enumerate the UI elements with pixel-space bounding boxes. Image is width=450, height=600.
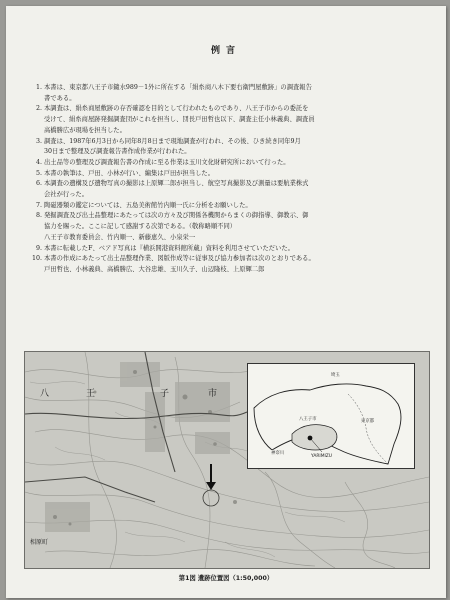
note-text: 戸田哲也、小林義典、高橋勝広、大谷忠雄、玉川久子、山辺隆枝、上原輝二郎 <box>44 265 265 273</box>
map-label-town: 相原町 <box>30 539 49 546</box>
note-text: 本書は、東京都八王子市鑓水989－1外に所在する「絹糸商八木下要右衛門屋敷跡」の調査報告 <box>44 84 312 91</box>
note-number <box>30 94 44 105</box>
inset-label-kanagawa: 神奈川 <box>271 451 285 456</box>
note-number <box>30 115 44 126</box>
page-heading: 例言 <box>210 46 241 56</box>
figure-caption: 第1図 遺跡位置図（1:50,000） <box>178 575 274 582</box>
inset-label-site: YARIMIZU <box>311 454 332 459</box>
note-text: 協力を賜った。ここに記して感謝する次第である。（敬称略順不同） <box>44 223 237 231</box>
note-number: 10. <box>31 255 42 263</box>
note-text: 調査は、1987年6月3日から同年8月8日まで現地調査が行われ、その後、ひき続き同年9月 <box>44 137 301 145</box>
note-number <box>30 190 44 201</box>
note-line <box>30 83 425 94</box>
inset-label-tokyo: 東京都 <box>361 419 375 424</box>
map-label-hachi: 八 <box>40 389 50 399</box>
map-label-ko: 子 <box>160 389 170 399</box>
map-label-ou: 王 <box>86 389 96 399</box>
note-number <box>30 126 44 137</box>
inset-label-saitama: 埼玉 <box>331 373 340 378</box>
note-line <box>30 126 425 137</box>
inset-label-hachioji: 八王子市 <box>299 417 317 422</box>
note-line <box>30 201 425 212</box>
note-number: 8. <box>35 212 42 220</box>
note-line <box>30 254 425 265</box>
note-line <box>30 211 425 222</box>
note-line <box>30 115 425 126</box>
notes-list <box>30 83 425 276</box>
note-text: 書である。 <box>44 94 76 102</box>
note-line <box>30 222 425 233</box>
note-number <box>30 233 44 244</box>
note-text: 高橋勝広が現場を担当した。 <box>44 126 126 134</box>
note-number <box>30 147 44 158</box>
note-number: 4. <box>35 158 42 166</box>
note-line <box>30 233 425 244</box>
document-page <box>6 6 446 598</box>
note-number <box>30 222 44 233</box>
note-number: 3. <box>35 137 42 145</box>
note-text: 受けて、絹糸商屋跡発掘調査団がこれを担当し、団長戸田哲也以下、調査主任小林義典、調査員 <box>44 116 315 124</box>
note-line <box>30 179 425 190</box>
note-text: 八王子市教育委員会、竹内順一、新藤恵久、小泉栄一 <box>44 233 196 241</box>
note-number: 5. <box>35 169 42 177</box>
note-line <box>30 190 425 201</box>
note-text: 本調査の遺構及び遺物写真の撮影は上原輝二郎が担当し、航空写真撮影及び測量は要航業株式 <box>44 180 309 188</box>
note-line <box>30 169 425 180</box>
note-line <box>30 104 425 115</box>
note-number: 1. <box>35 84 42 91</box>
note-line <box>30 137 425 148</box>
location-map <box>24 351 430 569</box>
note-number: 6. <box>35 180 42 188</box>
note-text: 出土品等の整理及び調査報告書の作成に至る作業は玉川文化財研究所において行った。 <box>44 158 290 166</box>
note-number: 9. <box>35 244 42 252</box>
note-number <box>30 265 44 276</box>
note-text: 本書の作成にあたって出土品整理作業、図版作成等に従事及び協力参加者は次のとおりである。 <box>44 255 315 263</box>
map-label-city: 市 <box>208 389 218 399</box>
note-line <box>30 94 425 105</box>
tokyo-inset-map <box>247 363 415 469</box>
note-text: 陶磁器類の鑑定については、五島美術館竹内順一氏に分析をお願いした。 <box>44 201 252 209</box>
note-line <box>30 244 425 255</box>
note-number: 2. <box>35 105 42 113</box>
note-text: 本書に転載したF、ベアド写真は『横浜開港資料館所蔵』資料を利用させていただいた。 <box>44 244 294 252</box>
note-text: 本調査は、絹糸商屋敷跡の存否確認を目的として行われたものであり、八王子市からの委託を <box>44 105 309 113</box>
note-text: 会社が行った。 <box>44 191 89 199</box>
note-text: 30日まで整理及び調査報告書作成作業が行われた。 <box>44 148 191 156</box>
note-text: 本書の執筆は、戸田、小林が行い、編集は戸田が担当した。 <box>44 169 215 177</box>
note-line <box>30 265 425 276</box>
note-line <box>30 147 425 158</box>
note-text: 発掘調査及び出土品整理にあたっては次の方々及び関係各機関からまくの御指導、御教示、御 <box>44 212 309 220</box>
note-number: 7. <box>35 201 42 209</box>
note-line <box>30 158 425 169</box>
